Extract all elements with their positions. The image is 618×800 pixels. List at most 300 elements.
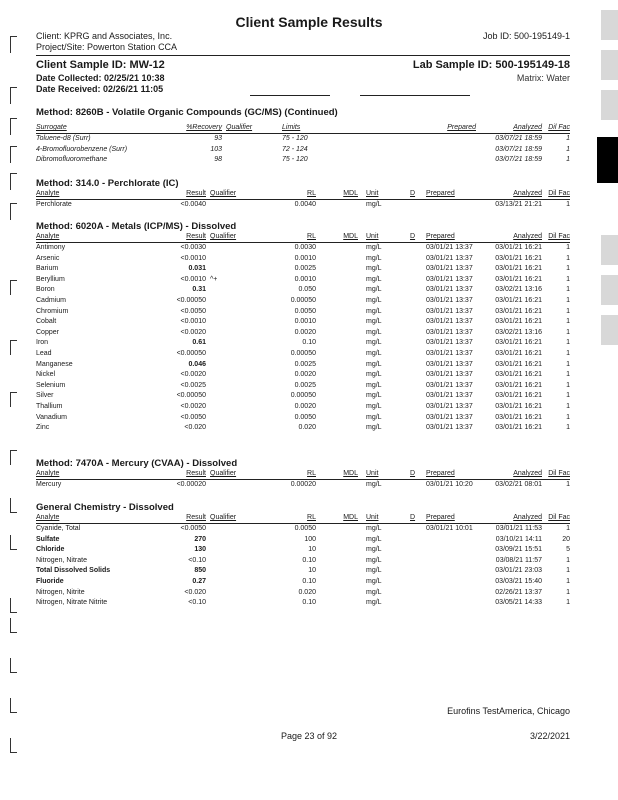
table-row-cell: mg/L: [366, 481, 382, 488]
table-row-cell: 0.10: [302, 578, 316, 585]
sec2-header-cell: MDL: [343, 190, 358, 197]
table-row-cell: 03/07/21 18:59: [495, 135, 542, 142]
sec5-header-cell: Prepared: [426, 514, 455, 521]
table-row-cell: 03/01/21 16:21: [495, 392, 542, 400]
table-row-cell: 100: [304, 535, 316, 543]
table-row-cell: 03/01/21 13:37: [426, 297, 473, 304]
table-row-cell: 03/01/21 13:37: [426, 350, 473, 357]
rule-short-1: [250, 95, 330, 96]
table-row-cell: <0.0020: [180, 328, 206, 336]
table-row-cell: <0.0040: [180, 201, 206, 208]
table-row-cell: <0.0020: [180, 371, 206, 379]
sec1-header-cell: Limits: [282, 124, 301, 131]
table-row-cell: mg/L: [366, 535, 382, 543]
table-row-cell: <0.00050: [176, 297, 206, 304]
table-row: [0, 382, 618, 392]
table-row-cell: mg/L: [366, 546, 382, 554]
table-row-cell: Dibromofluoromethane: [36, 156, 108, 164]
margin-mark: [10, 392, 17, 407]
table-row: [0, 481, 618, 491]
margin-mark: [10, 535, 17, 550]
project-site: Project/Site: Powerton Station CCA: [36, 42, 178, 52]
sec2-header-cell: RL: [307, 190, 316, 197]
table-row-cell: mg/L: [366, 567, 382, 575]
table-row-cell: Sulfate: [36, 535, 60, 543]
sec4-header-cell: Dil Fac: [548, 470, 570, 477]
table-row-cell: Fluoride: [36, 578, 64, 585]
table-row: [0, 244, 618, 254]
table-row-cell: 1: [566, 156, 570, 164]
table-row-cell: 03/02/21 13:16: [495, 328, 542, 336]
table-row-cell: 03/02/21 13:16: [495, 286, 542, 294]
client-name: Client: KPRG and Associates, Inc.: [36, 31, 173, 41]
table-row-cell: <0.00020: [176, 481, 206, 488]
table-row-cell: Nitrogen, Nitrate Nitrite: [36, 599, 108, 607]
sec3-header-cell: Result: [186, 233, 206, 240]
table-row-cell: mg/L: [366, 556, 382, 564]
margin-mark: [10, 618, 17, 633]
sec2-header-cell: Analyte: [36, 190, 60, 197]
margin-mark: [10, 698, 17, 713]
table-row-cell: mg/L: [366, 275, 382, 283]
table-row-cell: Selenium: [36, 381, 66, 389]
sec1-header-cell: Analyzed: [513, 124, 542, 131]
table-row-cell: 0.31: [192, 286, 206, 294]
margin-mark: [10, 36, 17, 53]
table-row-cell: 0.0025: [294, 265, 316, 273]
table-row: [0, 265, 618, 275]
table-row: [0, 339, 618, 349]
table-row-cell: 1: [566, 413, 570, 421]
table-row-cell: <0.0030: [180, 244, 206, 251]
table-row-cell: 1: [566, 286, 570, 294]
sec4-title: Method: 7470A - Mercury (CVAA) - Dissolved: [36, 458, 238, 469]
edge-tab: [601, 315, 618, 345]
margin-mark: [10, 450, 17, 465]
margin-mark: [10, 146, 17, 163]
client-sample-id: Client Sample ID: MW-12: [36, 59, 165, 71]
sec2-header-cell: Qualifier: [210, 190, 237, 197]
table-row: [0, 135, 618, 145]
table-row-cell: 1: [566, 567, 570, 575]
table-row-cell: 270: [194, 535, 206, 543]
table-row: [0, 536, 618, 546]
table-row-cell: 03/01/21 16:21: [495, 350, 542, 357]
table-row-cell: 1: [566, 318, 570, 326]
table-row-cell: 1: [566, 525, 570, 532]
sec5-header-cell: Unit: [366, 514, 379, 521]
table-row-cell: Cadmium: [36, 297, 66, 304]
table-row-cell: 1: [566, 556, 570, 564]
table-row-cell: 03/01/21 16:21: [495, 318, 542, 326]
rule-short-2: [360, 95, 470, 96]
edge-tab: [601, 235, 618, 265]
table-row-cell: <0.0050: [180, 525, 206, 532]
table-row-cell: 03/01/21 10:01: [426, 525, 473, 532]
table-row-cell: mg/L: [366, 578, 382, 585]
table-row-cell: 1: [566, 381, 570, 389]
table-row-cell: 03/03/21 15:40: [495, 578, 542, 585]
table-row-cell: 03/13/21 21:21: [495, 201, 542, 208]
date-received: Date Received: 02/26/21 11:05: [36, 84, 164, 94]
table-row-cell: 10: [308, 546, 316, 554]
table-row-cell: 1: [566, 307, 570, 315]
table-row: [0, 201, 618, 211]
table-row: [0, 589, 618, 599]
table-row: [0, 546, 618, 556]
table-row-cell: 5: [566, 546, 570, 554]
sec5-header-cell: MDL: [343, 514, 358, 521]
table-row-cell: 03/01/21 13:37: [426, 318, 473, 326]
table-row: [0, 350, 618, 360]
table-row-cell: mg/L: [366, 265, 382, 273]
table-row-cell: Vanadium: [36, 413, 68, 421]
sec2-header-cell: Analyzed: [513, 190, 542, 197]
table-row-cell: 72 - 124: [282, 145, 308, 153]
table-row-cell: 0.00050: [290, 392, 316, 400]
table-row: [0, 599, 618, 609]
table-row: [0, 392, 618, 402]
table-row-cell: 1: [566, 297, 570, 304]
table-row-cell: <0.10: [188, 556, 206, 564]
sec1-title: Method: 8260B - Volatile Organic Compounds (GC/MS) (Continued): [36, 107, 338, 118]
table-row-cell: 03/07/21 18:59: [495, 145, 542, 153]
table-row-cell: 1: [566, 481, 570, 488]
table-row-cell: 1: [566, 201, 570, 208]
table-row-cell: mg/L: [366, 381, 382, 389]
footer-page: Page 23 of 92: [280, 731, 338, 741]
table-row-cell: Thallium: [36, 403, 63, 410]
table-row-cell: mg/L: [366, 360, 382, 368]
sec5-title: General Chemistry - Dissolved: [36, 502, 174, 513]
sec4-header-cell: Analyte: [36, 470, 60, 477]
table-row-cell: mg/L: [366, 297, 382, 304]
date-collected: Date Collected: 02/25/21 10:38: [36, 73, 165, 83]
table-row: [0, 578, 618, 588]
table-row-cell: 0.61: [192, 339, 206, 347]
margin-mark: [10, 280, 17, 295]
table-row-cell: 0.031: [188, 265, 206, 273]
sec1-header-cell: Dil Fac: [548, 124, 570, 131]
table-row-cell: Copper: [36, 328, 59, 336]
table-row-cell: 03/01/21 11:53: [495, 525, 542, 532]
table-row-cell: 20: [562, 535, 570, 543]
table-row: [0, 371, 618, 381]
table-row-cell: 0.00050: [290, 350, 316, 357]
table-row-cell: 0.00050: [290, 297, 316, 304]
edge-tab: [601, 10, 618, 40]
table-row-cell: 0.0050: [294, 307, 316, 315]
footer-company: Eurofins TestAmerica, Chicago: [447, 706, 570, 716]
table-row: [0, 297, 618, 307]
sec4-header-cell: Prepared: [426, 470, 455, 477]
table-row-cell: Zinc: [36, 424, 50, 432]
table-row-cell: 02/26/21 13:37: [495, 588, 542, 596]
sec1-header-rule: [36, 133, 570, 134]
table-row-cell: <0.0025: [180, 381, 206, 389]
table-row-cell: 03/01/21 13:37: [426, 403, 473, 410]
table-row: [0, 308, 618, 318]
table-row-cell: 03/01/21 13:37: [426, 413, 473, 421]
sec2-header-cell: Prepared: [426, 190, 455, 197]
table-row-cell: 1: [566, 588, 570, 596]
margin-mark: [10, 118, 17, 135]
table-row-cell: 03/01/21 13:37: [426, 275, 473, 283]
sec5-header-cell: Qualifier: [210, 514, 237, 521]
table-row: [0, 318, 618, 328]
table-row-cell: 75 - 120: [282, 135, 308, 142]
table-row-cell: 03/01/21 16:21: [495, 381, 542, 389]
table-row-cell: 98: [214, 156, 222, 164]
table-row-cell: 03/01/21 16:21: [495, 254, 542, 262]
table-row-cell: 03/07/21 18:59: [495, 156, 542, 164]
table-row-cell: Nitrogen, Nitrate: [36, 556, 87, 564]
sec3-title: Method: 6020A - Metals (ICP/MS) - Dissolved: [36, 221, 237, 232]
table-row-cell: 0.0025: [294, 381, 316, 389]
sec3-header-cell: D: [410, 233, 416, 240]
table-row-cell: 03/01/21 16:21: [495, 413, 542, 421]
table-row-cell: 03/01/21 16:21: [495, 275, 542, 283]
sec3-header-cell: Prepared: [426, 233, 455, 240]
table-row-cell: Antimony: [36, 244, 66, 251]
table-row-cell: 03/01/21 16:21: [495, 297, 542, 304]
table-row-cell: mg/L: [366, 525, 382, 532]
table-row-cell: 0.10: [302, 339, 316, 347]
table-row-cell: mg/L: [366, 318, 382, 326]
table-row-cell: 0.00020: [290, 481, 316, 488]
table-row-cell: Cyanide, Total: [36, 525, 81, 532]
table-row: [0, 286, 618, 296]
table-row: [0, 403, 618, 413]
table-row-cell: 1: [566, 403, 570, 410]
table-row-cell: <0.020: [184, 588, 206, 596]
table-row: [0, 255, 618, 265]
lab-sample-id: Lab Sample ID: 500-195149-18: [412, 59, 570, 71]
sec2-header-cell: Dil Fac: [548, 190, 570, 197]
sec4-header-cell: RL: [307, 470, 316, 477]
table-row-cell: 1: [566, 360, 570, 368]
table-row-cell: 1: [566, 339, 570, 347]
table-row-cell: 0.0010: [294, 254, 316, 262]
sec5-header-cell: Dil Fac: [548, 514, 570, 521]
table-row-cell: 1: [566, 265, 570, 273]
table-row-cell: 1: [566, 328, 570, 336]
table-row: [0, 567, 618, 577]
table-row-cell: 850: [194, 567, 206, 575]
table-row-cell: 03/01/21 16:21: [495, 360, 542, 368]
margin-mark: [10, 498, 17, 513]
table-row-cell: 1: [566, 135, 570, 142]
table-row-cell: mg/L: [366, 254, 382, 262]
sec2-header-cell: Unit: [366, 190, 379, 197]
table-row-cell: <0.020: [184, 424, 206, 432]
table-row-cell: Silver: [36, 392, 54, 400]
footer-date: 3/22/2021: [529, 731, 570, 741]
sec3-header-cell: MDL: [343, 233, 358, 240]
table-row: [0, 424, 618, 434]
table-row-cell: 1: [566, 371, 570, 379]
sec5-header-cell: Analyzed: [513, 514, 542, 521]
sec3-header-cell: Qualifier: [210, 233, 237, 240]
table-row-cell: mg/L: [366, 588, 382, 596]
margin-mark: [10, 173, 17, 190]
table-row-cell: 0.0020: [294, 403, 316, 410]
table-row-cell: 0.27: [192, 578, 206, 585]
sec4-header-cell: Analyzed: [513, 470, 542, 477]
table-row-cell: 03/01/21 13:37: [426, 392, 473, 400]
table-row-cell: mg/L: [366, 307, 382, 315]
table-row-cell: 0.050: [298, 286, 316, 294]
table-row-cell: 03/01/21 13:37: [426, 286, 473, 294]
table-row-cell: mg/L: [366, 599, 382, 607]
edge-tab-active: [597, 137, 618, 183]
table-row-cell: <0.00050: [176, 350, 206, 357]
table-row-cell: 0.046: [188, 360, 206, 368]
sec3-header-cell: Analyte: [36, 233, 60, 240]
table-row-cell: mg/L: [366, 286, 382, 294]
table-row-cell: <0.0050: [180, 413, 206, 421]
sec5-header-cell: Analyte: [36, 514, 60, 521]
edge-tab: [601, 90, 618, 120]
table-row-cell: <0.10: [188, 599, 206, 607]
sec5-header-cell: D: [410, 514, 416, 521]
table-row-cell: 0.0025: [294, 360, 316, 368]
table-row-cell: 03/01/21 13:37: [426, 424, 473, 432]
sec2-title: Method: 314.0 - Perchlorate (IC): [36, 178, 179, 189]
table-row-cell: 03/01/21 16:21: [495, 265, 542, 273]
table-row-cell: Mercury: [36, 481, 62, 488]
table-row-cell: 03/01/21 16:21: [495, 307, 542, 315]
table-row-cell: Chloride: [36, 546, 65, 554]
table-row-cell: 0.0050: [294, 525, 316, 532]
table-row-cell: mg/L: [366, 328, 382, 336]
table-row-cell: <0.0010: [180, 275, 206, 283]
table-row-cell: 0.0030: [294, 244, 316, 251]
sec3-header-cell: Analyzed: [513, 233, 542, 240]
sec4-header-cell: Result: [186, 470, 206, 477]
table-row-cell: 0.020: [298, 588, 316, 596]
table-row-cell: 1: [566, 578, 570, 585]
table-row-cell: <0.0010: [180, 318, 206, 326]
sec5-header-cell: RL: [307, 514, 316, 521]
table-row-cell: 4-Bromofluorobenzene (Surr): [36, 145, 128, 153]
table-row-cell: mg/L: [366, 371, 382, 379]
table-row-cell: mg/L: [366, 244, 382, 251]
edge-tab: [601, 275, 618, 305]
table-row-cell: ^+: [210, 275, 218, 283]
table-row-cell: 03/01/21 13:37: [426, 254, 473, 262]
table-row-cell: 03/02/21 08:01: [495, 481, 542, 488]
table-row-cell: 0.020: [298, 424, 316, 432]
table-row-cell: Barium: [36, 265, 59, 273]
table-row-cell: Chromium: [36, 307, 69, 315]
table-row-cell: 75 - 120: [282, 156, 308, 164]
table-row-cell: 03/01/21 16:21: [495, 339, 542, 347]
table-row-cell: 0.0010: [294, 275, 316, 283]
sec3-header-cell: Dil Fac: [548, 233, 570, 240]
table-row-cell: 93: [214, 135, 222, 142]
table-row-cell: mg/L: [366, 339, 382, 347]
table-row: [0, 156, 618, 166]
table-row-cell: 1: [566, 424, 570, 432]
table-row-cell: 0.10: [302, 599, 316, 607]
sec5-header-rule: [36, 523, 570, 524]
table-row-cell: Toluene-d8 (Surr): [36, 135, 91, 142]
sec1-header-cell: Prepared: [447, 124, 476, 131]
table-row-cell: 03/01/21 23:03: [495, 567, 542, 575]
table-row-cell: Arsenic: [36, 254, 60, 262]
sec4-header-cell: D: [410, 470, 416, 477]
table-row-cell: 1: [566, 275, 570, 283]
table-row-cell: 03/01/21 16:21: [495, 244, 542, 251]
table-row-cell: Perchlorate: [36, 201, 72, 208]
table-row-cell: 03/01/21 13:37: [426, 328, 473, 336]
table-row-cell: 0.0040: [294, 201, 316, 208]
table-row: [0, 329, 618, 339]
margin-mark: [10, 658, 17, 673]
table-row-cell: 03/01/21 13:37: [426, 307, 473, 315]
table-row-cell: mg/L: [366, 350, 382, 357]
table-row-cell: 03/01/21 16:21: [495, 424, 542, 432]
sec4-header-cell: Qualifier: [210, 470, 237, 477]
table-row-cell: mg/L: [366, 403, 382, 410]
margin-mark: [10, 203, 17, 220]
table-row-cell: 1: [566, 392, 570, 400]
table-row: [0, 146, 618, 156]
table-row-cell: 03/01/21 13:37: [426, 265, 473, 273]
table-row-cell: Beryllium: [36, 275, 65, 283]
sec1-header-cell: %Recovery: [186, 124, 222, 131]
table-row-cell: Total Dissolved Solids: [36, 567, 111, 575]
sec1-header-cell: Surrogate: [36, 124, 67, 131]
table-row-cell: 03/01/21 16:21: [495, 371, 542, 379]
margin-mark: [10, 598, 17, 613]
table-row-cell: <0.00050: [176, 392, 206, 400]
table-row-cell: 0.0050: [294, 413, 316, 421]
table-row: [0, 361, 618, 371]
table-row: [0, 525, 618, 535]
margin-mark: [10, 87, 17, 104]
sec2-header-cell: Result: [186, 190, 206, 197]
sec2-header-cell: D: [410, 190, 416, 197]
table-row-cell: 03/01/21 13:37: [426, 371, 473, 379]
table-row-cell: Manganese: [36, 360, 73, 368]
table-row-cell: 10: [308, 567, 316, 575]
header-rule: [36, 55, 570, 56]
page-title: Client Sample Results: [235, 14, 383, 30]
table-row-cell: <0.0050: [180, 307, 206, 315]
sec4-header-cell: Unit: [366, 470, 379, 477]
table-row-cell: 0.0010: [294, 318, 316, 326]
sec4-header-rule: [36, 479, 570, 480]
table-row-cell: <0.0010: [180, 254, 206, 262]
table-row-cell: Lead: [36, 350, 52, 357]
sec1-header-cell: Qualifier: [226, 124, 253, 131]
table-row-cell: 03/01/21 13:37: [426, 381, 473, 389]
table-row-cell: 03/01/21 10:20: [426, 481, 473, 488]
table-row-cell: 03/01/21 13:37: [426, 339, 473, 347]
table-row-cell: 03/01/21 13:37: [426, 360, 473, 368]
table-row-cell: 0.0020: [294, 371, 316, 379]
table-row-cell: Cobalt: [36, 318, 57, 326]
table-row-cell: 103: [210, 145, 222, 153]
table-row-cell: 130: [194, 546, 206, 554]
table-row-cell: 1: [566, 350, 570, 357]
matrix: Matrix: Water: [516, 73, 570, 83]
table-row-cell: 03/10/21 14:11: [495, 535, 542, 543]
sec4-header-cell: MDL: [343, 470, 358, 477]
table-row-cell: 03/01/21 16:21: [495, 403, 542, 410]
